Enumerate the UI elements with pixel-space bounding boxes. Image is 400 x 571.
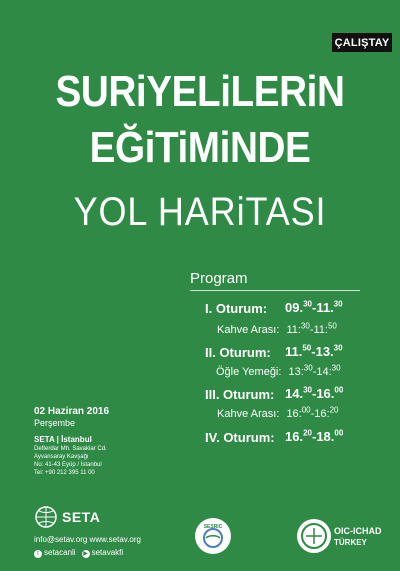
break-label: Kahve Arası: — [217, 324, 280, 336]
title-line-1: SURiYELiLERiN — [55, 67, 345, 116]
session-row — [205, 299, 343, 318]
venue-address-line: Defterdar Mh. Savaklar Cd. — [34, 446, 107, 452]
seta-logo — [34, 505, 100, 529]
break-time: 16:$^{00}$-16:$^{20}$ — [286, 405, 339, 420]
youtube-link[interactable]: ▶ setavakfi — [83, 548, 124, 557]
event-day: Perşembe — [34, 418, 76, 428]
sesric-logo-text: SESRIC — [203, 524, 223, 530]
session-time: 16.20-18.00 — [285, 428, 344, 444]
break-row — [217, 405, 339, 420]
break-row — [217, 321, 337, 336]
session-label: IV. Oturum: — [205, 430, 275, 445]
session-label: II. Oturum: — [205, 345, 271, 360]
session-row — [205, 428, 344, 447]
oic-ichad-logo — [296, 514, 382, 558]
session-row — [205, 385, 344, 404]
break-time: 11:$^{30}$-11:$^{50}$ — [286, 321, 337, 336]
sesric-logo — [195, 518, 231, 554]
break-label: Kahve Arası: — [217, 408, 280, 420]
oic-logo-line-2: TÜRKEY — [334, 538, 367, 547]
break-time: 13:$^{30}$-14:$^{30}$ — [288, 363, 341, 378]
session-time: 14.30-16.00 — [285, 385, 344, 401]
break-row — [216, 363, 341, 378]
session-row — [205, 343, 343, 362]
session-label: III. Oturum: — [205, 387, 275, 402]
venue-address-line: No: 41-43 Eyüp / İstanbul — [34, 462, 102, 468]
title-line-2: EĞiTiMiNDE — [89, 123, 311, 172]
event-type-badge: ÇALIŞTAY — [332, 33, 392, 52]
venue-heading: SETA | İstanbul — [34, 435, 92, 444]
venue-phone: Tel: +90 212 395 11 00 — [34, 470, 95, 476]
break-label: Öğle Yemeği: — [216, 366, 282, 378]
title-line-3: YOL HARiTASI — [73, 190, 327, 234]
program-divider — [190, 290, 360, 291]
session-time: 11.50-13.30 — [285, 343, 343, 359]
session-time: 09.30-11.30 — [285, 299, 343, 315]
event-date: 02 Haziran 2016 — [34, 406, 110, 417]
contact-info[interactable]: info@setav.org www.setav.org — [34, 535, 141, 544]
program-heading: Program — [190, 270, 248, 287]
session-label: I. Oturum: — [205, 301, 268, 316]
twitter-link[interactable]: t setacanli — [34, 548, 76, 558]
oic-logo-line-1: OIC-ICHAD — [334, 526, 382, 536]
venue-address-line: Ayvansaray Kavşağı — [34, 454, 89, 460]
youtube-icon: ▶ — [83, 551, 88, 557]
social-links — [34, 548, 123, 558]
seta-logo-text: SETA — [62, 509, 101, 525]
twitter-icon: t — [34, 550, 42, 558]
seta-globe-icon — [34, 505, 58, 529]
